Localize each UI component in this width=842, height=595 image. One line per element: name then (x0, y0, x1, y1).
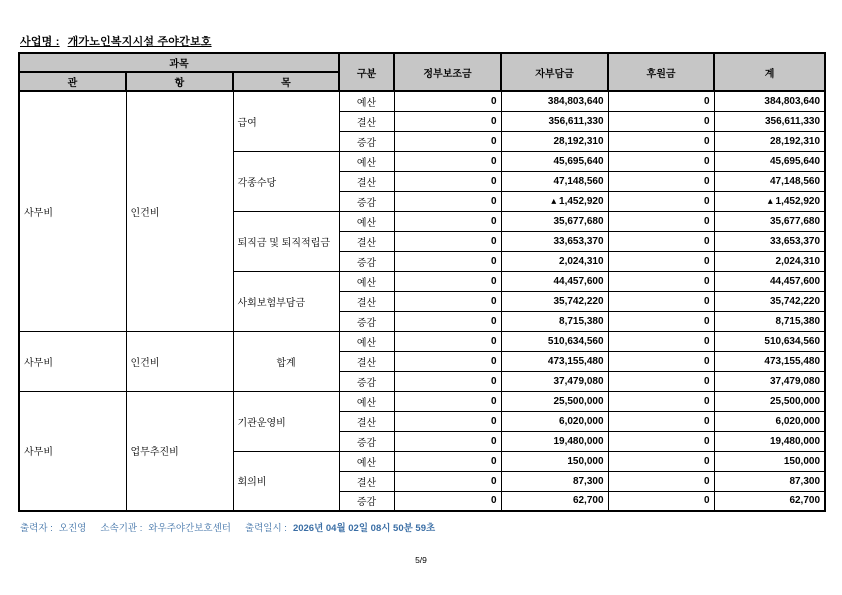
gubun-cell: 결산 (339, 471, 394, 491)
datetime-label: 출력일시 : (244, 523, 287, 534)
donation-cell: 0 (608, 451, 714, 471)
mok-cell: 기관운영비 (233, 391, 339, 451)
gov-subsidy-cell: 0 (394, 91, 501, 111)
gwan-cell: 사무비 (19, 331, 126, 391)
donation-cell: 0 (608, 131, 714, 151)
donation-cell: 0 (608, 491, 714, 511)
gubun-cell: 증감 (339, 191, 394, 211)
datetime-value: 2026년 04월 02일 08시 50분 59초 (292, 523, 436, 534)
gubun-cell: 증감 (339, 251, 394, 271)
hang-cell: 인건비 (126, 91, 233, 331)
self-pay-cell: 8,715,380 (501, 311, 608, 331)
self-pay-cell: 510,634,560 (501, 331, 608, 351)
self-pay-cell: 35,742,220 (501, 291, 608, 311)
gov-subsidy-cell: 0 (394, 431, 501, 451)
self-pay-cell: 62,700 (501, 491, 608, 511)
self-pay-cell: 87,300 (501, 471, 608, 491)
gov-subsidy-cell: 0 (394, 411, 501, 431)
donation-cell: 0 (608, 291, 714, 311)
self-pay-cell: 37,479,080 (501, 371, 608, 391)
header-total: 계 (714, 53, 825, 91)
org-name: 와우주야간보호센터 (148, 523, 231, 534)
donation-cell: 0 (608, 371, 714, 391)
self-pay-cell: 45,695,640 (501, 151, 608, 171)
header-gov-subsidy: 정부보조금 (394, 53, 501, 91)
total-cell: 37,479,080 (714, 371, 825, 391)
business-name-label: 사업명 : (20, 36, 60, 48)
donation-cell: 0 (608, 191, 714, 211)
mok-cell: 퇴직금 및 퇴직적립금 (233, 211, 339, 271)
gov-subsidy-cell: 0 (394, 451, 501, 471)
donation-cell: 0 (608, 111, 714, 131)
total-cell: 150,000 (714, 451, 825, 471)
printer-name: 오진영 (58, 523, 87, 534)
donation-cell: 0 (608, 231, 714, 251)
table-header (19, 53, 825, 91)
mok-cell: 회의비 (233, 451, 339, 511)
gwan-cell: 사무비 (19, 391, 126, 511)
hang-cell: 인건비 (126, 331, 233, 391)
gov-subsidy-cell: 0 (394, 471, 501, 491)
gov-subsidy-cell: 0 (394, 151, 501, 171)
self-pay-cell: 150,000 (501, 451, 608, 471)
gov-subsidy-cell: 0 (394, 291, 501, 311)
gubun-cell: 증감 (339, 311, 394, 331)
table-row (19, 91, 825, 111)
donation-cell: 0 (608, 431, 714, 451)
donation-cell: 0 (608, 391, 714, 411)
gubun-cell: 예산 (339, 391, 394, 411)
gwan-cell: 사무비 (19, 91, 126, 331)
gov-subsidy-cell: 0 (394, 131, 501, 151)
self-pay-cell: 25,500,000 (501, 391, 608, 411)
self-pay-cell: 356,611,330 (501, 111, 608, 131)
total-cell: 47,148,560 (714, 171, 825, 191)
donation-cell: 0 (608, 271, 714, 291)
gov-subsidy-cell: 0 (394, 111, 501, 131)
header-mok: 목 (233, 72, 339, 91)
gubun-cell: 결산 (339, 411, 394, 431)
total-cell: 510,634,560 (714, 331, 825, 351)
donation-cell: 0 (608, 331, 714, 351)
page-number: 5/9 (415, 555, 427, 565)
donation-cell: 0 (608, 91, 714, 111)
gov-subsidy-cell: 0 (394, 251, 501, 271)
org-label: 소속기관 : (100, 523, 143, 534)
gubun-cell: 예산 (339, 151, 394, 171)
printer-label: 출력자 : (20, 523, 53, 534)
table-row (19, 331, 825, 351)
self-pay-cell: 44,457,600 (501, 271, 608, 291)
table-body (19, 91, 825, 511)
mok-cell: 급여 (233, 91, 339, 151)
self-pay-cell: 473,155,480 (501, 351, 608, 371)
total-cell: ▴ 1,452,920 (714, 191, 825, 211)
gov-subsidy-cell: 0 (394, 171, 501, 191)
total-cell: 8,715,380 (714, 311, 825, 331)
gubun-cell: 예산 (339, 91, 394, 111)
donation-cell: 0 (608, 171, 714, 191)
total-cell: 2,024,310 (714, 251, 825, 271)
header-gubun: 구분 (339, 53, 394, 91)
total-cell: 35,742,220 (714, 291, 825, 311)
gubun-cell: 예산 (339, 451, 394, 471)
total-cell: 473,155,480 (714, 351, 825, 371)
total-cell: 356,611,330 (714, 111, 825, 131)
gov-subsidy-cell: 0 (394, 331, 501, 351)
gubun-cell: 증감 (339, 131, 394, 151)
gubun-cell: 결산 (339, 171, 394, 191)
mok-cell: 합계 (233, 331, 339, 391)
total-cell: 6,020,000 (714, 411, 825, 431)
self-pay-cell: 2,024,310 (501, 251, 608, 271)
self-pay-cell: 384,803,640 (501, 91, 608, 111)
header-subject-group: 과목 (19, 53, 339, 72)
donation-cell: 0 (608, 411, 714, 431)
hang-cell: 업무추진비 (126, 391, 233, 511)
self-pay-cell: 33,653,370 (501, 231, 608, 251)
self-pay-cell: 47,148,560 (501, 171, 608, 191)
header-hang: 항 (126, 72, 233, 91)
gubun-cell: 예산 (339, 271, 394, 291)
total-cell: 45,695,640 (714, 151, 825, 171)
gubun-cell: 증감 (339, 371, 394, 391)
total-cell: 62,700 (714, 491, 825, 511)
gubun-cell: 예산 (339, 211, 394, 231)
gov-subsidy-cell: 0 (394, 351, 501, 371)
gubun-cell: 결산 (339, 231, 394, 251)
total-cell: 35,677,680 (714, 211, 825, 231)
budget-table (18, 52, 826, 512)
self-pay-cell: 28,192,310 (501, 131, 608, 151)
donation-cell: 0 (608, 251, 714, 271)
gov-subsidy-cell: 0 (394, 371, 501, 391)
header-donation: 후원금 (608, 53, 714, 91)
report-title (20, 33, 212, 49)
mok-cell: 각종수당 (233, 151, 339, 211)
donation-cell: 0 (608, 151, 714, 171)
donation-cell: 0 (608, 211, 714, 231)
header-gwan: 관 (19, 72, 126, 91)
gubun-cell: 증감 (339, 491, 394, 511)
donation-cell: 0 (608, 351, 714, 371)
gov-subsidy-cell: 0 (394, 271, 501, 291)
total-cell: 28,192,310 (714, 131, 825, 151)
gubun-cell: 결산 (339, 111, 394, 131)
gov-subsidy-cell: 0 (394, 191, 501, 211)
mok-cell: 사회보험부담금 (233, 271, 339, 331)
gov-subsidy-cell: 0 (394, 391, 501, 411)
total-cell: 25,500,000 (714, 391, 825, 411)
header-self-pay: 자부담금 (501, 53, 608, 91)
gubun-cell: 증감 (339, 431, 394, 451)
total-cell: 19,480,000 (714, 431, 825, 451)
self-pay-cell: 6,020,000 (501, 411, 608, 431)
total-cell: 44,457,600 (714, 271, 825, 291)
total-cell: 87,300 (714, 471, 825, 491)
self-pay-cell: 19,480,000 (501, 431, 608, 451)
self-pay-cell: ▴ 1,452,920 (501, 191, 608, 211)
total-cell: 384,803,640 (714, 91, 825, 111)
gov-subsidy-cell: 0 (394, 231, 501, 251)
self-pay-cell: 35,677,680 (501, 211, 608, 231)
gubun-cell: 결산 (339, 291, 394, 311)
business-name-value: 개가노인복지시설 주야간보호 (67, 36, 212, 48)
gubun-cell: 예산 (339, 331, 394, 351)
table-row (19, 391, 825, 411)
gov-subsidy-cell: 0 (394, 211, 501, 231)
gov-subsidy-cell: 0 (394, 311, 501, 331)
donation-cell: 0 (608, 471, 714, 491)
donation-cell: 0 (608, 311, 714, 331)
print-info (20, 520, 449, 534)
gov-subsidy-cell: 0 (394, 491, 501, 511)
total-cell: 33,653,370 (714, 231, 825, 251)
gubun-cell: 결산 (339, 351, 394, 371)
